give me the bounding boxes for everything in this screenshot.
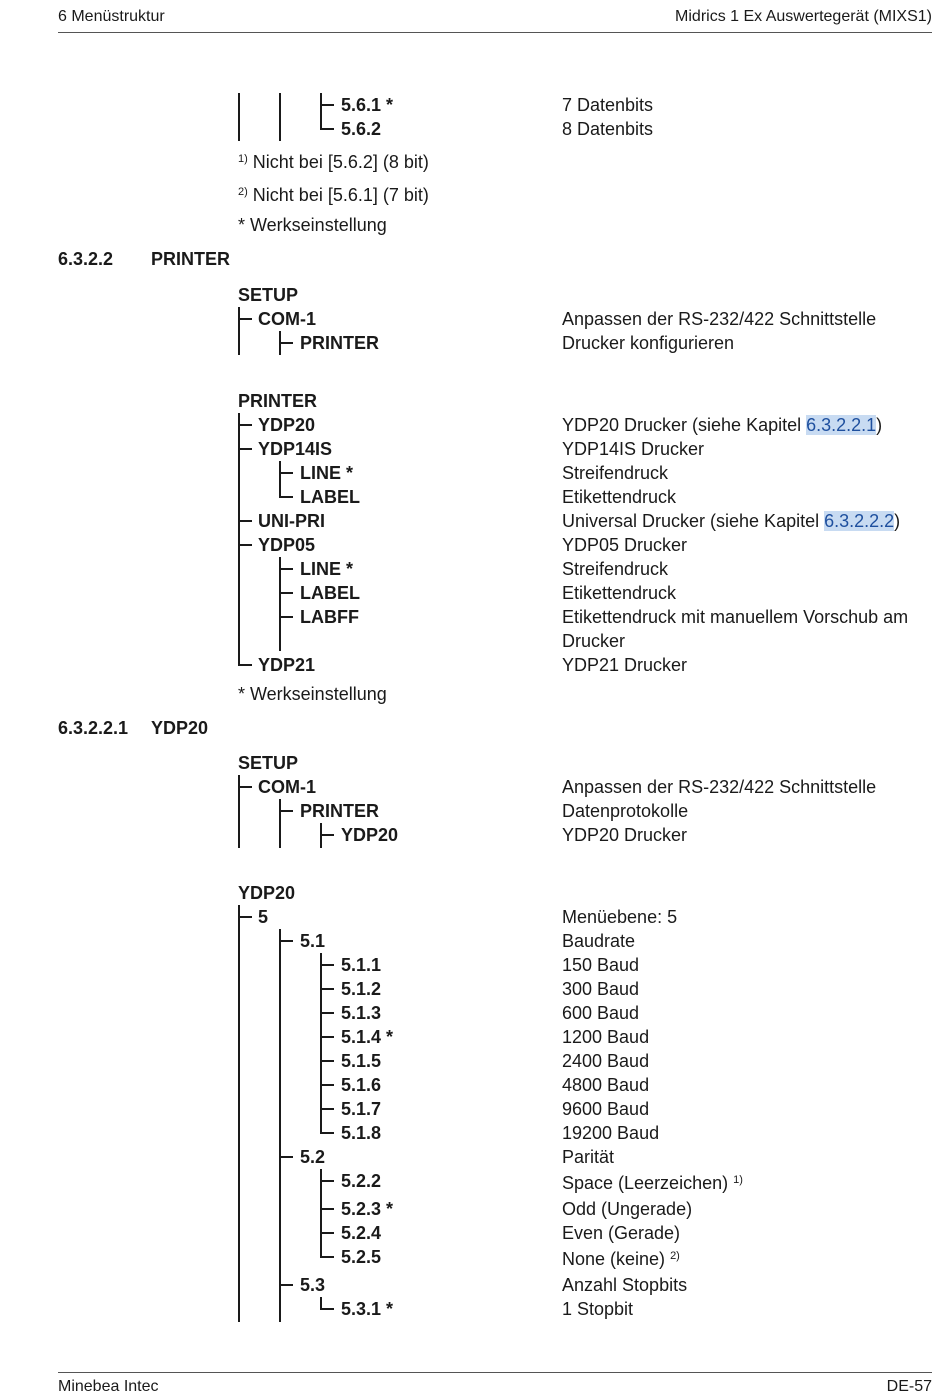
menu-code: 5.2.4 [341,1223,382,1243]
page-number: DE-57 [886,1378,932,1395]
menu-description: 4800 Baud [562,1075,650,1095]
menu-description: YDP14IS Drucker [562,439,705,459]
menu-code: 5 [258,907,269,927]
factory-setting-note: * Werkseinstellung [238,684,387,704]
menu-description: 150 Baud [562,955,640,975]
tree-line [238,905,240,1322]
tree-line [320,1169,322,1257]
menu-description: Anzahl Stopbits [562,1275,688,1295]
menu-code: 5.3.1 * [341,1299,394,1319]
tree-branch [279,1284,293,1286]
menu-code: 5.2 [300,1147,326,1167]
menu-description: Etikettendruck [562,487,677,507]
section-number: 6.3.2.2.1 [58,718,129,738]
menu-description: Anpassen der RS-232/422 Schnittstelle [562,309,877,329]
tree-line [279,461,281,497]
tree-root: YDP20 [238,883,296,903]
tree-branch [320,1308,334,1310]
menu-description: Etikettendruck mit manuellem Vorschub am [562,607,909,627]
tree-branch [279,940,293,942]
tree-branch [320,1060,334,1062]
menu-code: 5.3 [300,1275,326,1295]
tree-branch [238,520,252,522]
menu-code: 5.1.3 [341,1003,382,1023]
menu-description: YDP21 Drucker [562,655,688,675]
tree-root: PRINTER [238,391,318,411]
tree-line [320,953,322,1133]
menu-description: 7 Datenbits [562,95,654,115]
menu-description: None (keine) $^{2)}$ [562,1249,680,1269]
tree-branch [279,592,293,594]
tree-branch [320,1084,334,1086]
menu-description: Universal Drucker (siehe Kapitel 6.3.2.2.2) [562,511,901,531]
tree-branch [279,1156,293,1158]
tree-branch [320,1256,334,1258]
tree-branch [320,1180,334,1182]
tree-line [279,557,281,651]
tree-branch [279,568,293,570]
footer-rule [58,1372,932,1373]
tree-branch [238,544,252,546]
menu-code: 5.6.1 * [341,95,394,115]
tree-branch [279,472,293,474]
menu-code: 5.2.5 [341,1247,382,1267]
tree-branch [320,1036,334,1038]
running-header-title: Midrics 1 Ex Auswertegerät (MIXS1) [675,8,932,25]
menu-code: UNI-PRI [258,511,325,531]
tree-branch [238,786,252,788]
menu-description-continued: Drucker [562,631,626,651]
tree-branch [320,104,334,106]
menu-description: 600 Baud [562,1003,640,1023]
tree-line [238,93,240,141]
chapter-link[interactable]: 6.3.2.2.2 [824,511,895,531]
menu-code: 5.1.2 [341,979,382,999]
menu-code: LINE * [300,559,354,579]
menu-description: 8 Datenbits [562,119,654,139]
menu-code: 5.1 [300,931,326,951]
tree-branch [238,916,252,918]
menu-code: COM-1 [258,309,316,329]
section-title: YDP20 [151,718,209,738]
menu-code: YDP20 [258,415,316,435]
menu-code: 5.2.2 [341,1171,382,1191]
menu-description: 1 Stopbit [562,1299,634,1319]
footer-company: Minebea Intec [58,1378,159,1395]
menu-description: Even (Gerade) [562,1223,681,1243]
menu-description: 19200 Baud [562,1123,660,1143]
menu-description: YDP05 Drucker [562,535,688,555]
menu-code: LABEL [300,487,360,507]
menu-description: 300 Baud [562,979,640,999]
header-rule [58,32,932,33]
menu-code: YDP21 [258,655,316,675]
menu-code: PRINTER [300,333,380,353]
menu-description: 9600 Baud [562,1099,650,1119]
tree-line [279,93,281,141]
tree-branch [320,964,334,966]
menu-code: 5.1.8 [341,1123,382,1143]
tree-branch [320,128,334,130]
tree-branch [238,424,252,426]
menu-description: Drucker konfigurieren [562,333,735,353]
tree-line [279,929,281,1322]
menu-description: Streifendruck [562,559,669,579]
section-title: PRINTER [151,249,231,269]
footnote-2: $^{2)}$ Nicht bei [5.6.1] (7 bit) [238,185,429,205]
menu-description: Parität [562,1147,615,1167]
menu-description: Datenprotokolle [562,801,689,821]
menu-code: 5.1.1 [341,955,382,975]
tree-branch [320,1012,334,1014]
menu-description: YDP20 Drucker [562,825,688,845]
menu-code: COM-1 [258,777,316,797]
menu-description: Odd (Ungerade) [562,1199,693,1219]
menu-description: YDP20 Drucker (siehe Kapitel 6.3.2.2.1) [562,415,883,435]
tree-line [238,413,240,665]
menu-code: LABFF [300,607,359,627]
menu-description: 2400 Baud [562,1051,650,1071]
tree-branch [238,448,252,450]
tree-line [320,93,322,129]
menu-code: 5.1.7 [341,1099,382,1119]
menu-code: 5.1.4 * [341,1027,394,1047]
chapter-link[interactable]: 6.3.2.2.1 [806,415,877,435]
tree-root: SETUP [238,753,299,773]
menu-description: Space (Leerzeichen) $^{1)}$ [562,1173,743,1193]
menu-description: Etikettendruck [562,583,677,603]
tree-branch [279,496,293,498]
tree-root: SETUP [238,285,299,305]
menu-code: 5.2.3 * [341,1199,394,1219]
tree-branch [279,342,293,344]
menu-description: 1200 Baud [562,1027,650,1047]
menu-code: 5.6.2 [341,119,382,139]
menu-code: 5.1.5 [341,1051,382,1071]
menu-description: Anpassen der RS-232/422 Schnittstelle [562,777,877,797]
tree-branch [320,988,334,990]
tree-branch [238,664,252,666]
tree-branch [279,810,293,812]
tree-branch [320,1208,334,1210]
menu-description: Menüebene: 5 [562,907,678,927]
menu-code: YDP05 [258,535,316,555]
running-header-chapter: 6 Menüstruktur [58,8,165,25]
menu-code: YDP14IS [258,439,333,459]
tree-branch [320,1108,334,1110]
tree-branch [320,1232,334,1234]
tree-line [279,799,281,848]
tree-branch [320,834,334,836]
menu-description: Streifendruck [562,463,669,483]
tree-branch [320,1132,334,1134]
tree-line [238,307,240,355]
menu-code: LABEL [300,583,360,603]
menu-code: 5.1.6 [341,1075,382,1095]
menu-description: Baudrate [562,931,636,951]
menu-code: YDP20 [341,825,399,845]
tree-branch [238,318,252,320]
footnote-1: $^{1)}$ Nicht bei [5.6.2] (8 bit) [238,152,429,172]
factory-setting-note: * Werkseinstellung [238,215,387,235]
menu-code: LINE * [300,463,354,483]
menu-code: PRINTER [300,801,380,821]
section-number: 6.3.2.2 [58,249,114,269]
tree-branch [279,616,293,618]
